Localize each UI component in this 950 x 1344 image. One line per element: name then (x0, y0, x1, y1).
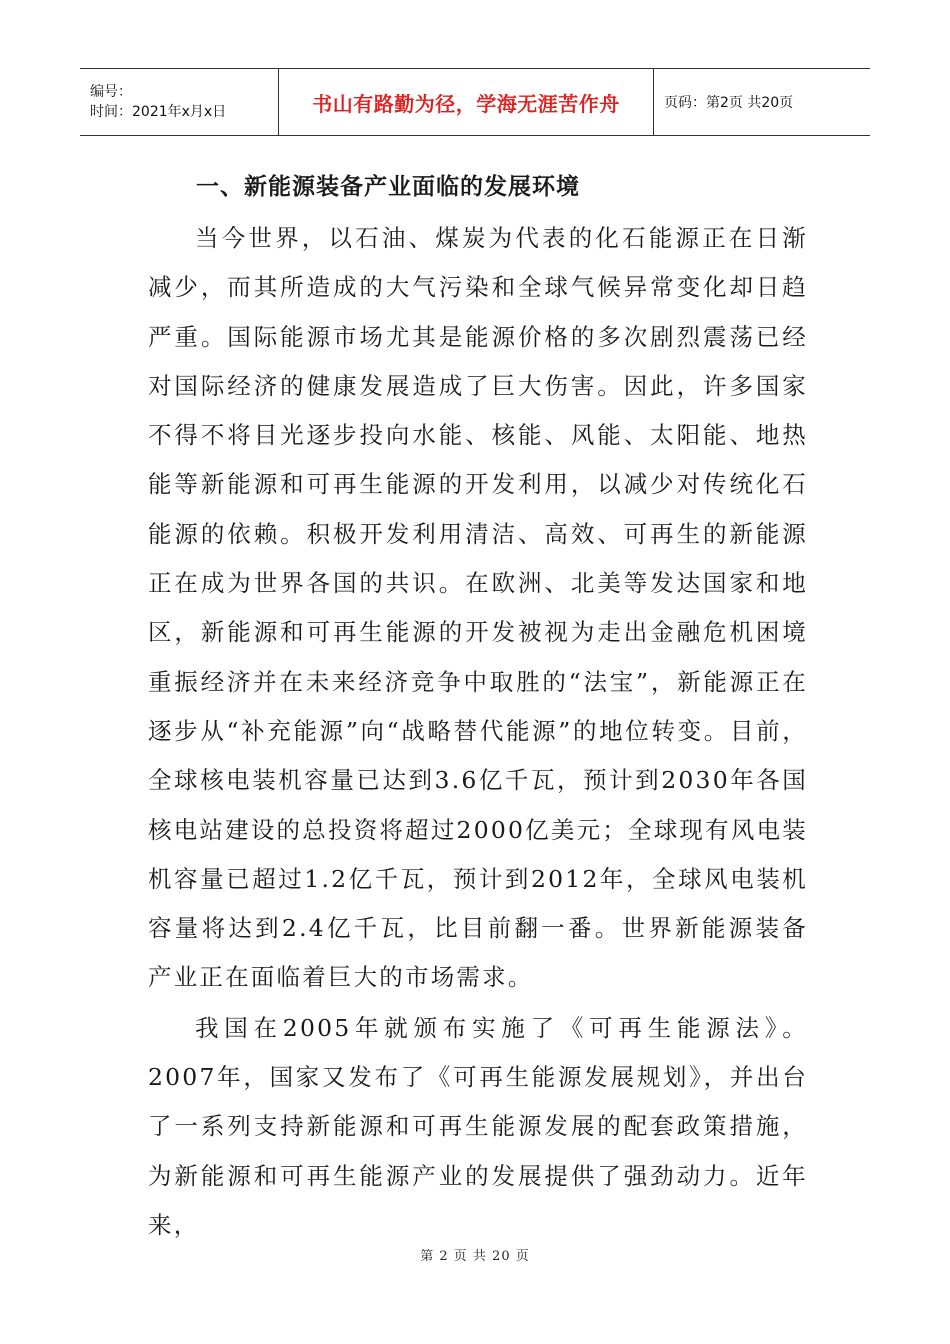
motto-text: 书山有路勤为径，学海无涯苦作舟 (312, 91, 620, 116)
header-page-cell (654, 69, 870, 135)
paragraph: 当今世界，以石油、煤炭为代表的化石能源正在日渐减少，而其所造成的大气污染和全球气候异常变化却日趋严重。国际能源市场尤其是能源价格的多次剧烈震荡已经对国际经济的健康发展造成了巨大伤害。因此，许多国家不得不将目光逐步投向水能、核能、风能、太阳能、地热能等新能源和可再生能源的开发利用，以减少对传统化石能源的依赖。积极开发利用清洁、高效、可再生的新能源正在成为世界各国的共识。在欧洲、北美等发达国家和地区，新能源和可再生能源的开发被视为走出金融危机困境重振经济并在未来经济竞争中取胜的“法宝”，新能源正在逐步从“补充能源”向“战略替代能源”的地位转变。目前，全球核电装机容量已达到3.6亿千瓦，预计到2030年各国核电站建设的总投资将超过2000亿美元；全球现有风电装机容量已超过1.2亿千瓦，预计到2012年，全球风电装机容量将达到2.4亿千瓦，比目前翻一番。世界新能源装备产业正在面临着巨大的市场需求。 (148, 224, 808, 992)
header-motto-cell (279, 69, 654, 135)
page-info: 页码：第2页 共20页 (664, 95, 794, 111)
document-body (148, 160, 808, 1250)
page-header (80, 68, 870, 136)
paragraph: 我国在2005年就颁布实施了《可再生能源法》。2007年，国家又发布了《可再生能源发展规划》，并出台了一系列支持新能源和可再生能源发展的配套政策措施，为新能源和可再生能源产业的发展提供了强劲动力。近年来， (148, 1013, 808, 1239)
header-meta-cell (80, 69, 279, 135)
serial-number-label: 编号： (90, 84, 132, 100)
section-heading: 一、新能源装备产业面临的发展环境 (196, 174, 580, 200)
page-footer: 第 2 页 共 20 页 (420, 1249, 530, 1264)
date-label: 时间：2021年x月x日 (90, 104, 227, 120)
